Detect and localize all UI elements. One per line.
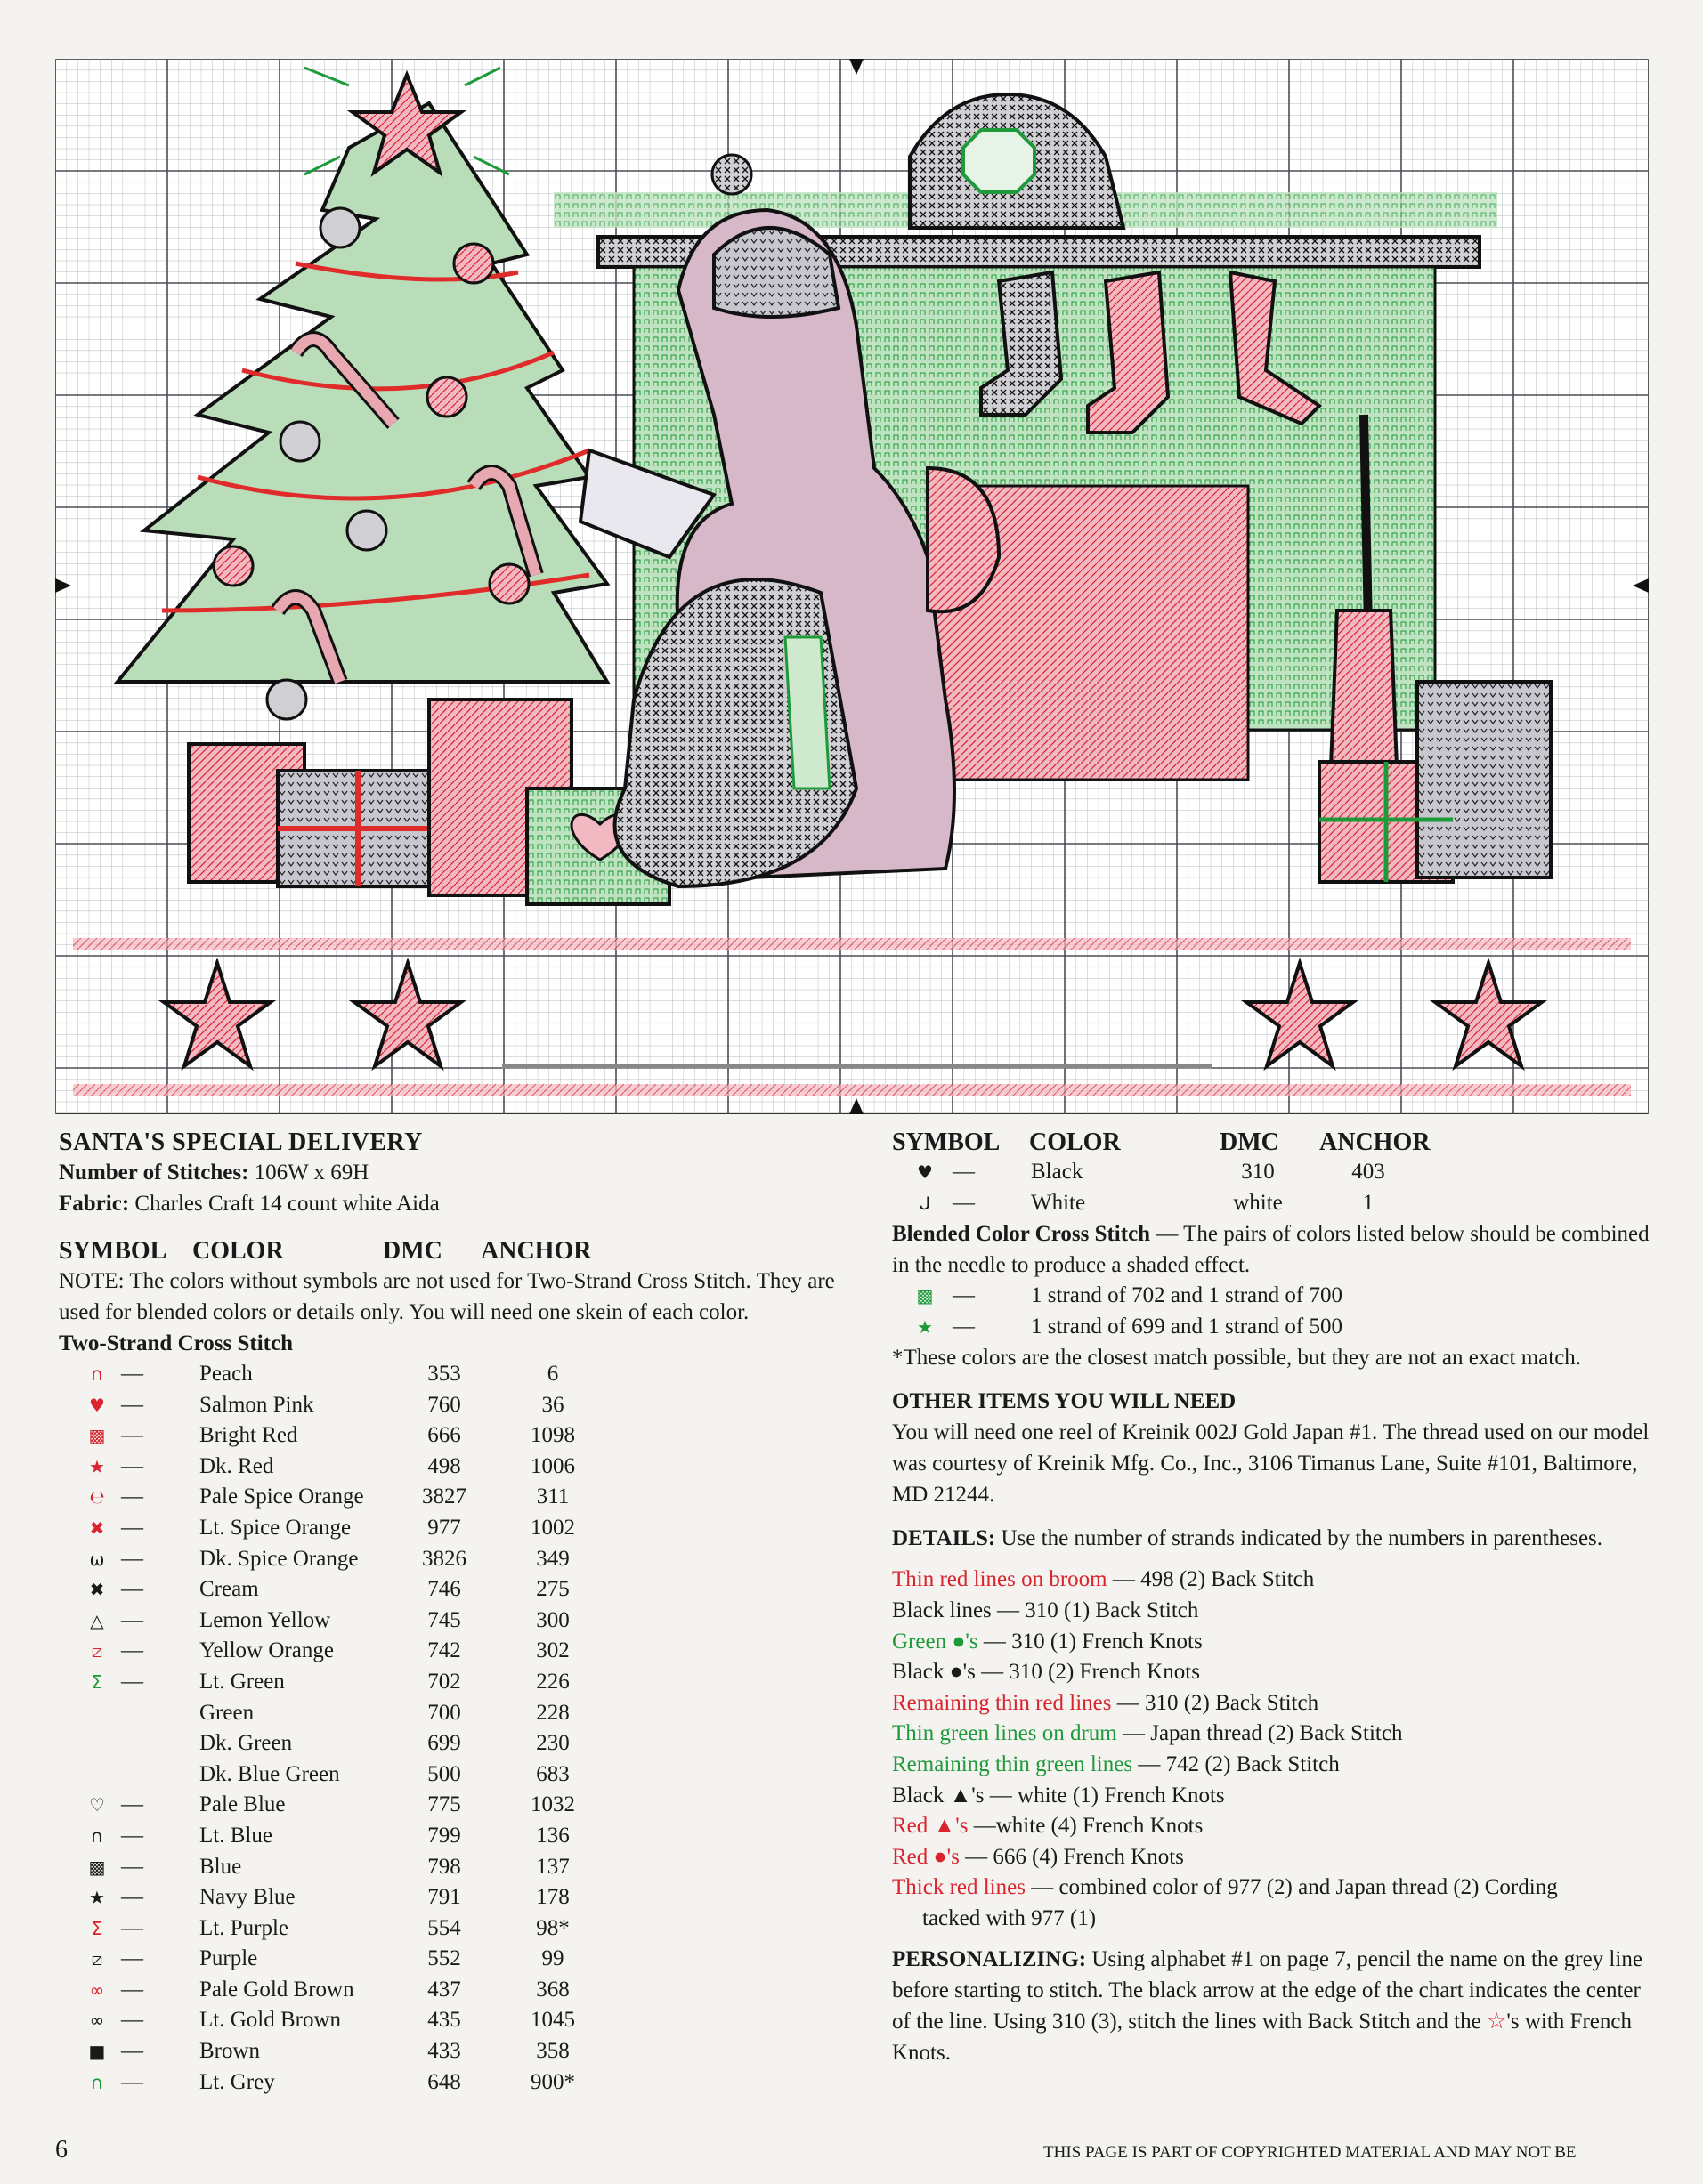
detail-rest: — white (1) French Knots: [984, 1783, 1225, 1808]
dmc-number: 3827: [422, 1484, 466, 1509]
detail-line: [892, 1719, 1658, 1750]
dmc-number: 745: [427, 1607, 461, 1632]
stitch-symbol-icon: Σ: [91, 1917, 103, 1939]
color-name: Pale Spice Orange: [199, 1484, 364, 1509]
dmc-number: white: [1233, 1190, 1283, 1215]
color-name: Dk. Red: [199, 1453, 274, 1478]
key-row: [59, 1882, 842, 1913]
dmc-number: 552: [427, 1946, 461, 1971]
personalizing-heading: PERSONALIZING:: [892, 1946, 1087, 1971]
dash: —: [121, 1484, 143, 1509]
color-name: Lt. Green: [199, 1669, 285, 1694]
personalizing-text: [892, 1944, 1658, 2068]
other-items-text: You will need one reel of Kreinik 002J Gold Japan #1. The thread used on our model was courtesy of Kreinik Mfg. Co., Inc., 3106 Timanus Lane, Suite #101, Baltimore, MD 21244.: [892, 1420, 1650, 1508]
detail-rest: — 310 (1) Back Stitch: [991, 1598, 1199, 1622]
color-name: Peach: [199, 1362, 253, 1386]
fabric-value: Charles Craft 14 count white Aida: [134, 1192, 440, 1216]
stitch-symbol-icon: ▩: [88, 1425, 106, 1447]
stitch-symbol-icon: ∞: [89, 1978, 105, 2001]
color-name: Dk. Green: [199, 1731, 293, 1756]
detail-rest: —white (4) French Knots: [968, 1814, 1204, 1839]
header-anchor: ANCHOR: [481, 1237, 592, 1265]
anchor-number: 228: [536, 1700, 570, 1725]
color-name: Black: [1031, 1160, 1083, 1184]
header-anchor: ANCHOR: [1319, 1128, 1431, 1156]
header-dmc: DMC: [383, 1237, 442, 1265]
detail-lead: Thin green lines on drum: [892, 1721, 1117, 1746]
anchor-number: 1045: [531, 2008, 575, 2033]
detail-lead: Black ▲'s: [892, 1783, 985, 1808]
anchor-number: 36: [541, 1392, 564, 1417]
anchor-number: 1032: [531, 1792, 575, 1817]
detail-lead: Black lines: [892, 1598, 992, 1622]
stitch-symbol-icon: ★: [89, 1455, 105, 1477]
stitch-symbol-icon: ♡: [89, 1794, 105, 1816]
color-key-table-continued: [892, 1157, 1658, 1218]
key-row: [59, 1852, 842, 1883]
stitch-symbol-icon: ■: [88, 2041, 106, 2063]
key-row: [59, 1759, 842, 1791]
detail-rest: — 666 (4) French Knots: [959, 1844, 1184, 1869]
key-header-right: [892, 1128, 1658, 1157]
dmc-number: 742: [427, 1638, 461, 1663]
dash: —: [121, 1669, 143, 1694]
stitches-value: 106W x 69H: [254, 1161, 369, 1185]
color-name: Yellow Orange: [199, 1638, 334, 1663]
detail-line: [892, 1811, 1658, 1842]
detail-rest: — 310 (1) French Knots: [977, 1629, 1203, 1654]
dmc-number: 799: [427, 1823, 461, 1848]
stitch-symbol-icon: ∩: [90, 1363, 104, 1385]
stitch-symbol-icon: ω: [89, 1548, 105, 1570]
stitch-symbol-icon: ✖: [89, 1517, 105, 1539]
key-row: [59, 1606, 842, 1637]
detail-rest: — 310 (2) Back Stitch: [1111, 1690, 1319, 1715]
stitch-symbol-icon: ⧄: [91, 1948, 103, 1970]
key-row: [892, 1157, 1658, 1188]
detail-lead: Red ▲'s: [892, 1814, 969, 1839]
header-dmc: DMC: [1220, 1128, 1279, 1156]
anchor-number: 1002: [531, 1515, 575, 1540]
key-row: [59, 1420, 842, 1452]
dash: —: [121, 1946, 143, 1971]
stitch-symbol-icon: ∩: [90, 2071, 104, 2093]
color-name: Cream: [199, 1577, 259, 1602]
header-color: COLOR: [1029, 1128, 1121, 1156]
detail-lead: Red ●'s: [892, 1844, 960, 1869]
anchor-number: 275: [536, 1577, 570, 1602]
dmc-number: 775: [427, 1792, 461, 1817]
blend-text: 1 strand of 702 and 1 strand of 700: [1031, 1283, 1342, 1308]
stitch-symbol-icon: △: [90, 1609, 104, 1631]
stitch-symbol-icon: ✖: [89, 1579, 105, 1601]
color-name: Lemon Yellow: [199, 1607, 331, 1632]
anchor-number: 99: [541, 1946, 564, 1971]
dash: —: [953, 1190, 975, 1215]
anchor-number: 349: [536, 1546, 570, 1571]
dmc-number: 498: [427, 1453, 461, 1478]
anchor-number: 683: [536, 1761, 570, 1786]
anchor-number: 136: [536, 1823, 570, 1848]
key-row: [59, 1944, 842, 1975]
key-row: [59, 1975, 842, 2006]
star-icon: ☆: [1486, 2009, 1507, 2034]
dmc-number: 648: [427, 2069, 461, 2094]
color-name: Purple: [199, 1946, 258, 1971]
dash: —: [121, 1362, 143, 1386]
details-heading: DETAILS:: [892, 1526, 996, 1551]
dash: —: [121, 1638, 143, 1663]
dmc-number: 699: [427, 1731, 461, 1756]
anchor-number: 403: [1351, 1160, 1385, 1184]
two-strand-heading: Two-Strand Cross Stitch: [59, 1331, 293, 1355]
anchor-number: 358: [536, 2039, 570, 2064]
dash: —: [121, 1792, 143, 1817]
anchor-number: 368: [536, 1977, 570, 2002]
color-name: Navy Blue: [199, 1885, 296, 1910]
blended-text: — The pairs of colors listed below should be combined in the needle to produce a shaded effect.: [892, 1222, 1650, 1278]
stitch-symbol-icon: ♥: [917, 1161, 933, 1183]
key-row: [59, 1667, 842, 1698]
pattern-title: SANTA'S SPECIAL DELIVERY: [59, 1128, 423, 1156]
key-row: [59, 1821, 842, 1852]
key-row: [59, 1913, 842, 1945]
copyright-footer: THIS PAGE IS PART OF COPYRIGHTED MATERIAL AND MAY NOT BE: [1043, 2143, 1577, 2162]
details-intro: Use the number of strands indicated by the numbers in parentheses.: [995, 1526, 1603, 1551]
anchor-number: 302: [536, 1638, 570, 1663]
dmc-number: 746: [427, 1577, 461, 1602]
blend-text: 1 strand of 699 and 1 strand of 500: [1031, 1314, 1342, 1339]
detail-lead: Green ●'s: [892, 1629, 978, 1654]
key-row: [59, 1544, 842, 1575]
details-list: [892, 1565, 1658, 1904]
dmc-number: 310: [1241, 1160, 1275, 1184]
blended-row: [892, 1281, 1658, 1312]
blended-table: [892, 1281, 1658, 1342]
stitch-symbol-icon: ∩: [90, 1824, 104, 1847]
key-note: NOTE: The colors without symbols are not used for Two-Strand Cross Stitch. They are used for blended colors or details only. You will need one skein of each color.: [59, 1269, 835, 1324]
dash: —: [121, 2008, 143, 2033]
dash: —: [121, 1515, 143, 1540]
header-symbol: SYMBOL: [59, 1237, 167, 1265]
other-items-heading: OTHER ITEMS YOU WILL NEED: [892, 1389, 1237, 1414]
detail-rest: — 310 (2) French Knots: [975, 1660, 1200, 1685]
detail-rest: — 498 (2) Back Stitch: [1107, 1567, 1315, 1592]
dmc-number: 500: [427, 1761, 461, 1786]
detail-line: [892, 1627, 1658, 1658]
present-6: [1417, 682, 1551, 878]
detail-rest: — Japan thread (2) Back Stitch: [1116, 1721, 1403, 1746]
dash: —: [121, 1823, 143, 1848]
dmc-number: 437: [427, 1977, 461, 2002]
color-key-table: [59, 1359, 842, 2098]
key-left-column: [59, 1128, 842, 2098]
blended-heading: Blended Color Cross Stitch: [892, 1222, 1151, 1247]
dmc-number: 760: [427, 1392, 461, 1417]
dmc-number: 353: [427, 1362, 461, 1386]
color-name: Pale Gold Brown: [199, 1977, 354, 2002]
stitch-symbol-icon: ℮: [89, 1486, 105, 1509]
detail-lead: Black ●'s: [892, 1660, 976, 1685]
color-name: Dk. Blue Green: [199, 1761, 340, 1786]
stitch-symbol-icon: ♥: [89, 1394, 105, 1416]
dash: —: [121, 1885, 143, 1910]
stitch-symbol-icon: Σ: [91, 1670, 103, 1693]
anchor-number: 1098: [531, 1423, 575, 1448]
stitch-symbol-icon: ▩: [88, 1856, 106, 1878]
blend-symbol-icon: ▩: [916, 1285, 934, 1307]
personalizing-text-1: Using alphabet #1 on page 7, pencil the name on the grey line before starting to stitch. The black arrow at the edge of the chart indicates the center of the line. Using 310 (3), stitch the lines with Back Stitch and the: [892, 1946, 1642, 2034]
detail-line: [892, 1781, 1658, 1812]
dmc-number: 700: [427, 1700, 461, 1725]
detail-lead: Remaining thin red lines: [892, 1690, 1112, 1715]
key-row: [59, 1452, 842, 1483]
detail-rest: — 742 (2) Back Stitch: [1132, 1751, 1340, 1776]
dash: —: [121, 1915, 143, 1940]
detail-lead: Thick red lines: [892, 1875, 1026, 1900]
key-row: [59, 1698, 842, 1729]
pink-band-top: [73, 938, 1631, 950]
key-right-column: [892, 1128, 1658, 2068]
dash: —: [121, 2069, 143, 2094]
detail-line: [892, 1873, 1658, 1904]
detail-lead: Remaining thin green lines: [892, 1751, 1133, 1776]
detail-lead: Thin red lines on broom: [892, 1567, 1107, 1592]
dash: —: [121, 1546, 143, 1571]
anchor-number: 900*: [531, 2069, 575, 2094]
color-name: Lt. Spice Orange: [199, 1515, 352, 1540]
key-row: [59, 1482, 842, 1513]
dash: —: [953, 1283, 975, 1308]
dmc-number: 977: [427, 1515, 461, 1540]
details-last: tacked with 977 (1): [922, 1905, 1097, 1930]
dmc-number: 702: [427, 1669, 461, 1694]
stitch-symbol-icon: ᒍ: [919, 1192, 931, 1214]
anchor-number: 1006: [531, 1453, 575, 1478]
key-row: [892, 1188, 1658, 1219]
color-name: Lt. Purple: [199, 1915, 288, 1940]
stitch-symbol-icon: ★: [89, 1887, 105, 1909]
key-row: [59, 1790, 842, 1821]
dash: —: [121, 2039, 143, 2064]
anchor-number: 300: [536, 1607, 570, 1632]
dmc-number: 3826: [422, 1546, 466, 1571]
dmc-number: 435: [427, 2008, 461, 2033]
dash: —: [121, 1977, 143, 2002]
dash: —: [953, 1314, 975, 1339]
detail-line: [892, 1750, 1658, 1781]
key-row: [59, 1636, 842, 1667]
anchor-number: 230: [536, 1731, 570, 1756]
dash: —: [121, 1854, 143, 1879]
dash: —: [121, 1453, 143, 1478]
color-name: Blue: [199, 1854, 242, 1879]
personalizing-text-2: 's with French Knots.: [892, 2009, 1632, 2065]
key-row: [59, 2005, 842, 2036]
color-name: Lt. Grey: [199, 2069, 275, 2094]
color-name: Lt. Gold Brown: [199, 2008, 342, 2033]
key-row: [59, 2036, 842, 2067]
color-name: Bright Red: [199, 1423, 298, 1448]
key-header-left: [59, 1237, 842, 1266]
dash: —: [121, 1607, 143, 1632]
anchor-number: 98*: [536, 1915, 570, 1940]
anchor-number: 226: [536, 1669, 570, 1694]
detail-rest: — combined color of 977 (2) and Japan thread (2) Cording: [1025, 1875, 1558, 1900]
blend-symbol-icon: ★: [917, 1315, 933, 1338]
color-name: Dk. Spice Orange: [199, 1546, 359, 1571]
dash: —: [121, 1392, 143, 1417]
color-name: White: [1031, 1190, 1086, 1215]
key-row: [59, 1728, 842, 1759]
detail-line: [892, 1688, 1658, 1719]
pink-band-bottom: [73, 1084, 1631, 1096]
color-name: Salmon Pink: [199, 1392, 314, 1417]
anchor-number: 311: [536, 1484, 570, 1509]
stitch-symbol-icon: ∞: [89, 2010, 105, 2032]
dash: —: [953, 1160, 975, 1184]
color-name: Pale Blue: [199, 1792, 286, 1817]
key-row: [59, 1513, 842, 1544]
detail-line: [892, 1842, 1658, 1873]
color-name: Brown: [199, 2039, 261, 2064]
anchor-number: 1: [1362, 1190, 1375, 1215]
dmc-number: 433: [427, 2039, 461, 2064]
dash: —: [121, 1577, 143, 1602]
dash: —: [121, 1423, 143, 1448]
cross-stitch-chart: [55, 59, 1649, 1114]
key-row: [59, 1359, 842, 1390]
blended-row: [892, 1312, 1658, 1343]
key-row: [59, 2067, 842, 2099]
stitch-symbol-icon: ⧄: [91, 1640, 103, 1662]
dmc-number: 666: [427, 1423, 461, 1448]
closest-match-note: *These colors are the closest match possible, but they are not an exact match.: [892, 1346, 1582, 1371]
detail-line: [892, 1565, 1658, 1596]
key-row: [59, 1390, 842, 1421]
fabric-label: Fabric:: [59, 1192, 130, 1216]
anchor-number: 137: [536, 1854, 570, 1879]
anchor-number: 178: [536, 1885, 570, 1910]
dmc-number: 554: [427, 1915, 461, 1940]
detail-line: [892, 1596, 1658, 1627]
dmc-number: 791: [427, 1885, 461, 1910]
color-name: Lt. Blue: [199, 1823, 272, 1848]
color-name: Green: [199, 1700, 255, 1725]
dmc-number: 798: [427, 1854, 461, 1879]
anchor-number: 6: [547, 1362, 559, 1386]
page-number: 6: [55, 2136, 68, 2164]
header-color: COLOR: [192, 1237, 284, 1265]
detail-line: [892, 1657, 1658, 1688]
key-row: [59, 1574, 842, 1606]
stitches-label: Number of Stitches:: [59, 1161, 249, 1185]
header-symbol: SYMBOL: [892, 1128, 1001, 1156]
